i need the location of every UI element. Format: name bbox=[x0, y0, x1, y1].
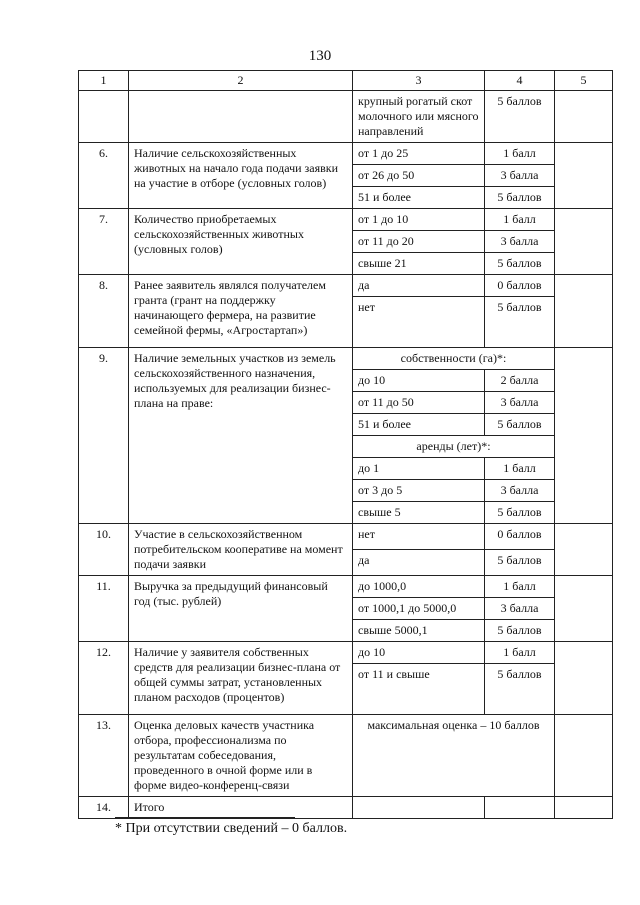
option-label: от 11 и свыше bbox=[353, 664, 485, 715]
table-row bbox=[79, 524, 613, 550]
option-label: до 1 bbox=[353, 458, 485, 480]
criterion-cell: Наличие сельскохозяйственных животных на начало года подачи заявки на участие в отборе (условных голов) bbox=[129, 143, 353, 209]
continuation-row bbox=[79, 91, 613, 143]
option-label: от 26 до 50 bbox=[353, 165, 485, 187]
option-score: 5 баллов bbox=[485, 620, 555, 642]
option-score: 3 балла bbox=[485, 480, 555, 502]
criterion-cell: Количество приобретаемых сельскохозяйственных животных (условных голов) bbox=[129, 209, 353, 275]
option-label: до 10 bbox=[353, 642, 485, 664]
row-number-cell: 6. bbox=[79, 143, 129, 209]
option-score: 1 балл bbox=[485, 458, 555, 480]
option-score: 5 баллов bbox=[485, 297, 555, 348]
option-score: 5 баллов bbox=[485, 253, 555, 275]
criterion-cell bbox=[129, 91, 353, 143]
column-header: 5 bbox=[555, 71, 613, 91]
criterion-cell: Наличие у заявителя собственных средств для реализации бизнес-плана от общей суммы затрат, установленных планом расходов (процентов) bbox=[129, 642, 353, 715]
option-score: 0 баллов bbox=[485, 524, 555, 550]
empty-cell bbox=[555, 91, 613, 143]
page-number: 130 bbox=[308, 48, 332, 64]
column-header: 4 bbox=[485, 71, 555, 91]
criterion-cell: Итого bbox=[129, 797, 353, 819]
table-row bbox=[79, 642, 613, 664]
column-header: 1 bbox=[79, 71, 129, 91]
option-label: от 1000,1 до 5000,0 bbox=[353, 598, 485, 620]
row-number-cell: 8. bbox=[79, 275, 129, 348]
option-score: 1 балл bbox=[485, 576, 555, 598]
option-label: до 1000,0 bbox=[353, 576, 485, 598]
option-score: 3 балла bbox=[485, 598, 555, 620]
option-label: до 10 bbox=[353, 370, 485, 392]
criterion-cell: Выручка за предыдущий финансовый год (тыс. рублей) bbox=[129, 576, 353, 642]
option-label: 51 и более bbox=[353, 187, 485, 209]
option-label: да bbox=[353, 275, 485, 297]
option-score: 2 балла bbox=[485, 370, 555, 392]
total-row bbox=[79, 797, 613, 819]
table-row bbox=[79, 348, 613, 370]
column-header-row bbox=[79, 71, 613, 91]
option-label: от 11 до 20 bbox=[353, 231, 485, 253]
option-score: 5 баллов bbox=[485, 414, 555, 436]
row-number-cell: 13. bbox=[79, 715, 129, 797]
table-row bbox=[79, 209, 613, 231]
option-label: свыше 5000,1 bbox=[353, 620, 485, 642]
empty-cell bbox=[353, 797, 485, 819]
option-score: 1 балл bbox=[485, 642, 555, 664]
option-label: нет bbox=[353, 524, 485, 550]
option-group-header: собственности (га)*: bbox=[353, 348, 555, 370]
empty-cell bbox=[555, 209, 613, 275]
option-score: 1 балл bbox=[485, 143, 555, 165]
row-number-cell: 12. bbox=[79, 642, 129, 715]
footnote-divider bbox=[115, 817, 295, 818]
empty-cell bbox=[555, 797, 613, 819]
option-score: 3 балла bbox=[485, 392, 555, 414]
option-label: от 1 до 25 bbox=[353, 143, 485, 165]
column-header: 3 bbox=[353, 71, 485, 91]
criterion-cell: Оценка деловых качеств участника отбора, профессионализма по результатам собеседования, проведенного в очной форме или в форме видео-конференц-связи bbox=[129, 715, 353, 797]
row-number-cell: 11. bbox=[79, 576, 129, 642]
option-group-header: аренды (лет)*: bbox=[353, 436, 555, 458]
table-row bbox=[79, 275, 613, 297]
option-score: 1 балл bbox=[485, 209, 555, 231]
empty-cell bbox=[555, 715, 613, 797]
option-score: 3 балла bbox=[485, 165, 555, 187]
option-score: 5 баллов bbox=[485, 550, 555, 576]
row-number-cell: 10. bbox=[79, 524, 129, 576]
option-label: да bbox=[353, 550, 485, 576]
criterion-cell: Ранее заявитель являлся получателем гранта (грант на поддержку начинающего фермера, на развитие семейной фермы, «Агростартап») bbox=[129, 275, 353, 348]
row-number-cell: 7. bbox=[79, 209, 129, 275]
footnote: * При отсутствии сведений – 0 баллов. bbox=[115, 821, 348, 836]
option-label: от 3 до 5 bbox=[353, 480, 485, 502]
empty-cell bbox=[555, 576, 613, 642]
empty-cell bbox=[555, 524, 613, 576]
empty-cell bbox=[555, 642, 613, 715]
empty-cell bbox=[555, 143, 613, 209]
option-score: 5 баллов bbox=[485, 502, 555, 524]
row-number-cell bbox=[79, 91, 129, 143]
option-label: свыше 21 bbox=[353, 253, 485, 275]
criterion-cell: Участие в сельскохозяйственном потребительском кооперативе на момент подачи заявки bbox=[129, 524, 353, 576]
option-score: 3 балла bbox=[485, 231, 555, 253]
option-label: крупный рогатый скот молочного или мясного направлений bbox=[353, 91, 485, 143]
combined-score: максимальная оценка – 10 баллов bbox=[353, 715, 555, 797]
row-number-cell: 9. bbox=[79, 348, 129, 524]
table-row bbox=[79, 576, 613, 598]
empty-cell bbox=[555, 275, 613, 348]
option-label: свыше 5 bbox=[353, 502, 485, 524]
table-row bbox=[79, 143, 613, 165]
column-header: 2 bbox=[129, 71, 353, 91]
empty-cell bbox=[485, 797, 555, 819]
row-number-cell: 14. bbox=[79, 797, 129, 819]
option-score: 0 баллов bbox=[485, 275, 555, 297]
option-score: 5 баллов bbox=[485, 664, 555, 715]
scoring-criteria-table bbox=[78, 70, 613, 819]
option-score: 5 баллов bbox=[485, 91, 555, 143]
option-label: нет bbox=[353, 297, 485, 348]
empty-cell bbox=[555, 348, 613, 524]
table-row bbox=[79, 715, 613, 797]
option-label: от 11 до 50 bbox=[353, 392, 485, 414]
criterion-cell: Наличие земельных участков из земель сельскохозяйственного назначения, используемых для реализации бизнес-плана на праве: bbox=[129, 348, 353, 524]
option-score: 5 баллов bbox=[485, 187, 555, 209]
option-label: 51 и более bbox=[353, 414, 485, 436]
option-label: от 1 до 10 bbox=[353, 209, 485, 231]
